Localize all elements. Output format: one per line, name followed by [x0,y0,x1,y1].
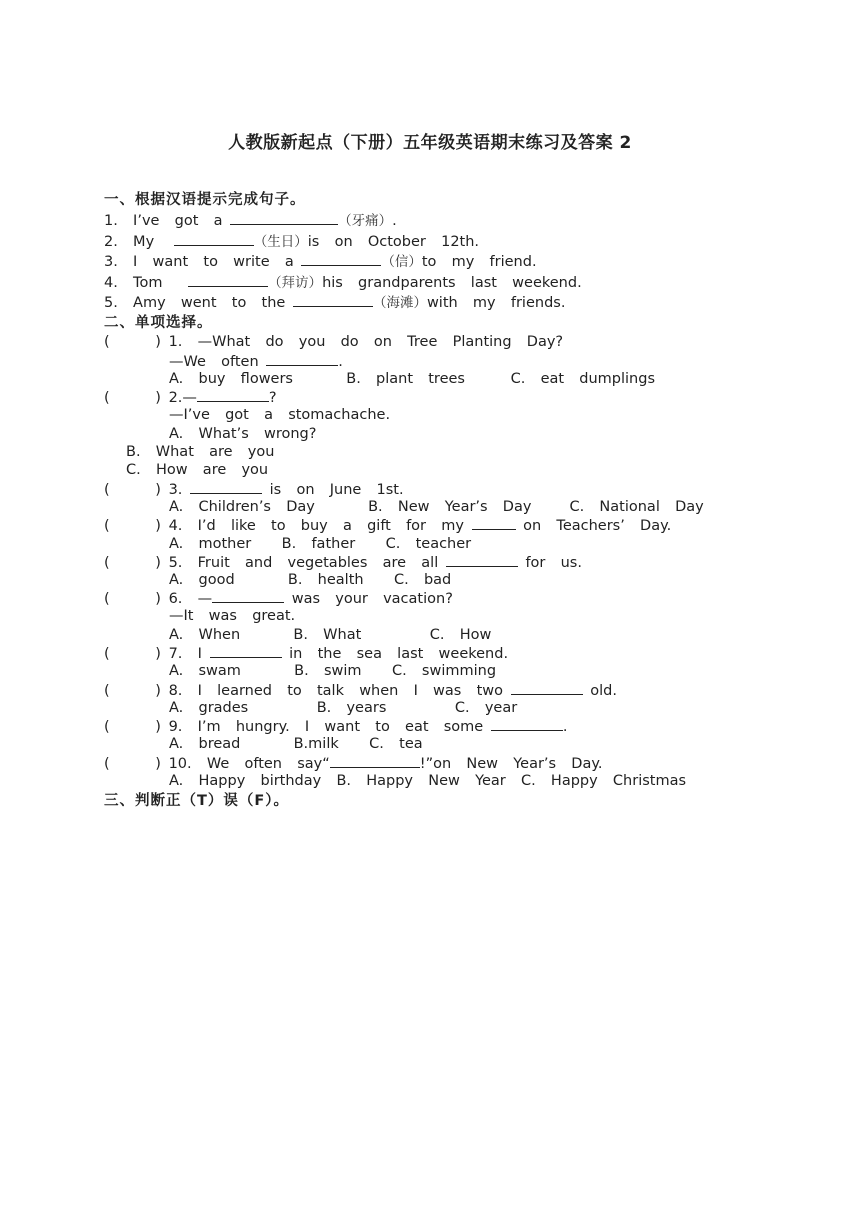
question-10-options: A. Happy birthday B. Happy New Year C. Happy Christmas [169,773,687,789]
answer-blank [197,388,269,402]
question-2-text: ( ) 2.— [104,390,197,406]
s1-item-1-text: 1. I’ve got a [104,213,231,229]
question-9 [104,717,567,736]
question-2-option-a: A. What’s wrong? [169,426,317,442]
question-9-end: . [562,719,568,735]
s1-item-4-text: 4. Tom [104,275,171,291]
question-10 [104,754,602,773]
s1-item-1-hint: （牙痛） [338,213,393,229]
question-6-options: A. When B. What C. How [169,627,492,643]
question-8-end: old. [582,683,617,699]
question-6 [104,589,453,608]
question-8-options: A. grades B. years C. year [169,700,518,716]
s1-item-2 [104,232,479,251]
question-7-options: A. swam B. swim C. swimming [169,663,497,679]
question-9-options: A. bread B.milk C. tea [169,736,423,752]
question-4 [104,516,671,535]
page-title: 人教版新起点（下册）五年级英语期末练习及答案 2 [228,133,632,153]
question-9-text: ( ) 9. I’m hungry. I want to eat some [104,719,491,735]
answer-blank [266,352,338,366]
question-2-option-c: C. How are you [126,462,269,478]
question-10-end: !”on New Year’s Day. [419,756,603,772]
s1-item-1-end: . [392,213,397,229]
question-1-options: A. buy flowers B. plant trees C. eat dumplings [169,371,656,387]
s1-item-5-hint: （海滩） [372,295,427,311]
question-4-end: on Teachers’ Day. [515,518,672,534]
s1-item-5-end: with my friends. [426,295,566,311]
section-3-heading: 三、判断正（T）误（F）。 [104,793,290,809]
question-2 [104,388,277,407]
question-10-text: ( ) 10. We often say“ [104,756,330,772]
s1-item-5-text: 5. Amy went to the [104,295,293,311]
s1-item-4-end: his grandparents last weekend. [322,275,582,291]
answer-blank [511,681,583,695]
question-6-text: ( ) 6. — [104,591,213,607]
section-2-heading: 二、单项选择。 [104,315,213,331]
answer-blank [190,480,262,494]
question-7 [104,644,508,663]
question-8-text: ( ) 8. I learned to talk when I was two [104,683,511,699]
question-2-option-b: B. What are you [126,444,275,460]
question-3 [104,480,404,499]
question-6-reply: —It was great. [169,608,296,624]
answer-blank [174,232,254,246]
s1-item-2-end: is on October 12th. [307,234,480,250]
answer-blank [301,252,381,266]
question-7-text: ( ) 7. I [104,646,210,662]
question-1: ( ) 1. —What do you do on Tree Planting Day? [104,334,564,350]
question-5-text: ( ) 5. Fruit and vegetables are all [104,555,446,571]
s1-item-3-hint: （信） [381,254,422,270]
question-7-end: in the sea last weekend. [281,646,509,662]
question-3-options: A. Children’s Day B. New Year’s Day C. National Day [169,499,704,515]
s1-item-2-text: 2. My [104,234,162,250]
answer-blank [188,273,268,287]
answer-blank [330,754,420,768]
question-4-text: ( ) 4. I’d like to buy a gift for my [104,518,472,534]
question-1-reply-text: —We often [169,354,267,370]
answer-blank [472,516,516,530]
question-8 [104,681,617,700]
question-5-options: A. good B. health C. bad [169,572,452,588]
s1-item-3-text: 3. I want to write a [104,254,302,270]
answer-blank [210,644,282,658]
s1-item-1 [104,211,397,230]
answer-blank [212,589,284,603]
answer-blank [230,211,338,225]
question-4-options: A. mother B. father C. teacher [169,536,472,552]
question-2-reply: —I’ve got a stomachache. [169,407,391,423]
s1-item-4-hint: （拜访） [268,275,323,291]
question-3-text: ( ) 3. [104,482,191,498]
question-3-end: is on June 1st. [262,482,404,498]
s1-item-5 [104,293,565,312]
s1-item-4 [104,273,582,292]
question-6-end: was your vacation? [284,591,453,607]
answer-blank [293,293,373,307]
question-5-end: for us. [517,555,582,571]
s1-item-3-end: to my friend. [421,254,537,270]
question-2-end: ? [268,390,277,406]
section-1-heading: 一、根据汉语提示完成句子。 [104,192,306,208]
answer-blank [446,553,518,567]
answer-blank [491,717,563,731]
question-1-reply-end: . [338,354,343,370]
question-5 [104,553,582,572]
s1-item-3 [104,252,537,271]
question-1-reply [169,352,343,371]
s1-item-2-hint: （生日） [253,234,308,250]
